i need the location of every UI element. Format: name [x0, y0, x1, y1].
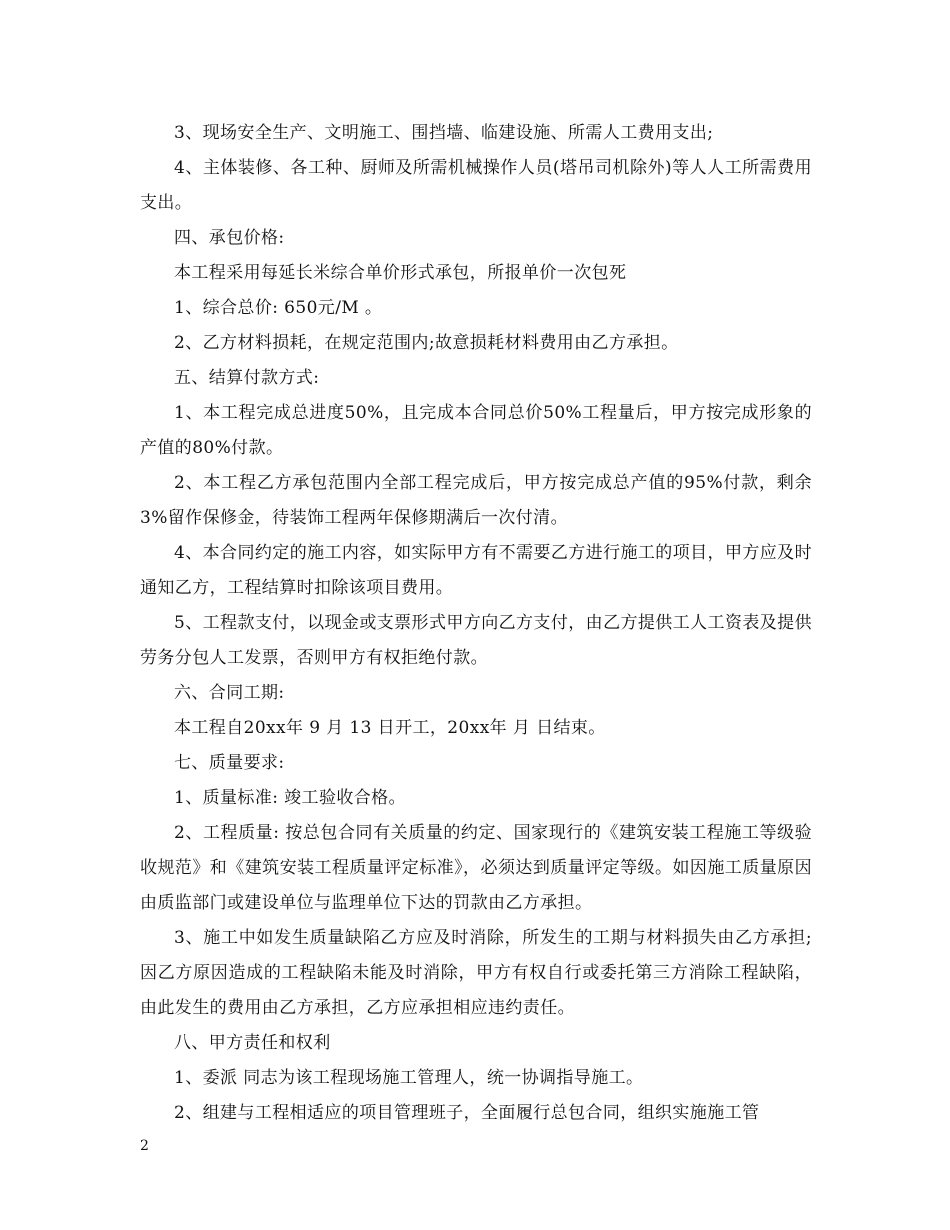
- section-heading: 八、甲方责任和权利: [174, 1033, 331, 1053]
- paragraph: 1、质量标准: 竣工验收合格。: [174, 788, 406, 808]
- paragraph: 本工程自20xx年 9 月 13 日开工，20xx年 月 日结束。: [174, 718, 606, 738]
- page-number: 2: [140, 1138, 149, 1154]
- paragraph: 1、综合总价: 650元/M 。: [174, 298, 383, 318]
- paragraph: 本工程采用每延长米综合单价形式承包，所报单价一次包死: [174, 263, 627, 283]
- paragraph: 2、本工程乙方承包范围内全部工程完成后，甲方按完成总产值的95%付款，剩余3%留作保修金，待装饰工程两年保修期满后一次付清。: [140, 473, 812, 528]
- document-body: [140, 116, 812, 1131]
- paragraph: 4、主体装修、各工种、厨师及所需机械操作人员(塔吊司机除外)等人人工所需费用支出。: [140, 158, 812, 213]
- paragraph: 2、乙方材料损耗，在规定范围内;故意损耗材料费用由乙方承担。: [174, 333, 679, 353]
- paragraph: 4、本合同约定的施工内容，如实际甲方有不需要乙方进行施工的项目，甲方应及时通知乙方，工程结算时扣除该项目费用。: [140, 543, 812, 598]
- paragraph: 1、委派 同志为该工程现场施工管理人，统一协调指导施工。: [174, 1068, 644, 1088]
- section-heading: 四、承包价格:: [174, 228, 285, 248]
- section-heading: 五、结算付款方式:: [174, 368, 320, 388]
- paragraph: 5、工程款支付，以现金或支票形式甲方向乙方支付，由乙方提供工人工资表及提供劳务分包人工发票，否则甲方有权拒绝付款。: [140, 613, 812, 668]
- section-heading: 七、质量要求:: [174, 753, 285, 773]
- paragraph: 2、工程质量: 按总包合同有关质量的约定、国家现行的《建筑安装工程施工等级验收规范》和《建筑安装工程质量评定标准》，必须达到质量评定等级。如因施工质量原因由质监部门或建设单位与监理单位下达的罚款由乙方承担。: [140, 823, 812, 913]
- paragraph: 2、组建与工程相适应的项目管理班子，全面履行总包合同，组织实施施工管: [174, 1103, 760, 1123]
- section-heading: 六、合同工期:: [174, 683, 285, 703]
- paragraph: 3、施工中如发生质量缺陷乙方应及时消除，所发生的工期与材料损失由乙方承担;因乙方原因造成的工程缺陷未能及时消除，甲方有权自行或委托第三方消除工程缺陷，由此发生的费用由乙方承担，乙方应承担相应违约责任。: [140, 928, 812, 1018]
- paragraph: 1、本工程完成总进度50%，且完成本合同总价50%工程量后，甲方按完成形象的产值的80%付款。: [140, 403, 812, 458]
- paragraph: 3、现场安全生产、文明施工、围挡墙、临建设施、所需人工费用支出;: [174, 123, 714, 143]
